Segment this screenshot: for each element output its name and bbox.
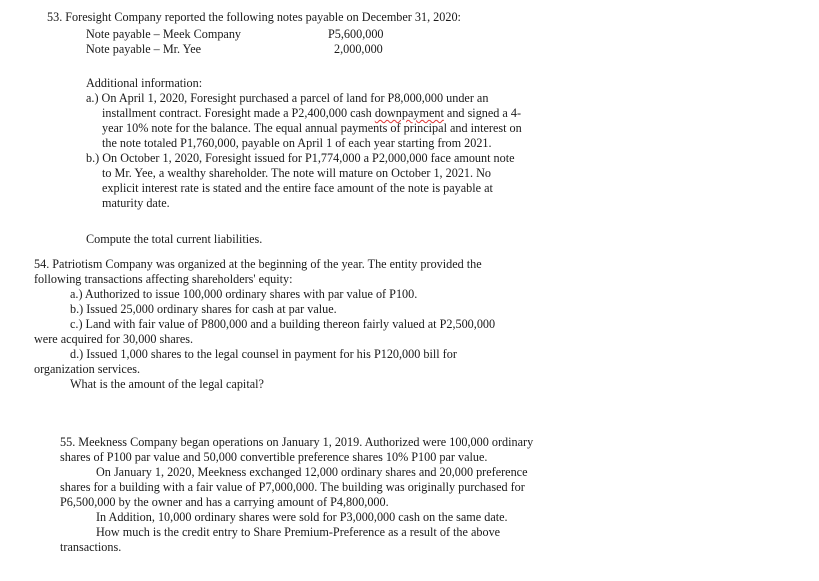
q53-b-line: maturity date. [102, 196, 170, 210]
q55-line: How much is the credit entry to Share Premium-Preference as a result of the above [96, 525, 501, 539]
q54-line: c.) Land with fair value of P800,000 and a building thereon fairly valued at P2,500,000 [70, 317, 496, 331]
q53-a-line: installment contract. Foresight made a P2,400,000 cash downpayment and signed a 4- [102, 106, 522, 120]
q54-question: What is the amount of the legal capital? [70, 377, 264, 391]
q53-title: 53. Foresight Company reported the following notes payable on December 31, 2020: [47, 10, 461, 24]
q53-b-line: b.) On October 1, 2020, Foresight issued for P1,774,000 a P2,000,000 face amount note [86, 151, 515, 165]
note-label: Note payable – Meek Company [86, 27, 242, 41]
q53-question: Compute the total current liabilities. [86, 232, 263, 246]
q55-line: shares for a building with a fair value of P7,000,000. The building was originally purchased for [60, 480, 525, 494]
q55-line: shares of P100 par value and 50,000 convertible preference shares 10% P100 par value. [60, 450, 488, 464]
q53-a-line: a.) On April 1, 2020, Foresight purchased a parcel of land for P8,000,000 under an [86, 91, 489, 105]
q55-line: On January 1, 2020, Meekness exchanged 12,000 ordinary shares and 20,000 preference [96, 465, 528, 479]
note-amount: 2,000,000 [334, 42, 383, 56]
q53-a-line: year 10% note for the balance. The equal annual payments of principal and interest on [102, 121, 522, 135]
q55-line: P6,500,000 by the owner and has a carrying amount of P4,800,000. [60, 495, 389, 509]
q54-line: 54. Patriotism Company was organized at the beginning of the year. The entity provided the [34, 257, 482, 271]
q53-b-line: to Mr. Yee, a wealthy shareholder. The note will mature on October 1, 2021. No [102, 166, 492, 180]
q53-a-line: the note totaled P1,760,000, payable on April 1 of each year starting from 2021. [102, 136, 492, 150]
note-label: Note payable – Mr. Yee [86, 42, 202, 56]
q54-line: d.) Issued 1,000 shares to the legal counsel in payment for his P120,000 bill for [70, 347, 457, 361]
q53-b-line: explicit interest rate is stated and the entire face amount of the note is payable at [102, 181, 493, 195]
q54-line: a.) Authorized to issue 100,000 ordinary shares with par value of P100. [70, 287, 418, 301]
q54-line: were acquired for 30,000 shares. [34, 332, 194, 346]
additional-info-heading: Additional information: [86, 76, 203, 90]
note-amount: P5,600,000 [328, 27, 384, 41]
q54-line: b.) Issued 25,000 ordinary shares for cash at par value. [70, 302, 337, 316]
q55-line: 55. Meekness Company began operations on January 1, 2019. Authorized were 100,000 ordinary [60, 435, 534, 449]
spellcheck-word: downpayment [374, 106, 444, 120]
q55-line: In Addition, 10,000 ordinary shares were sold for P3,000,000 cash on the same date. [96, 510, 508, 524]
q54-line: organization services. [34, 362, 141, 376]
q54-line: following transactions affecting shareholders' equity: [34, 272, 293, 286]
q55-line: transactions. [60, 540, 122, 554]
